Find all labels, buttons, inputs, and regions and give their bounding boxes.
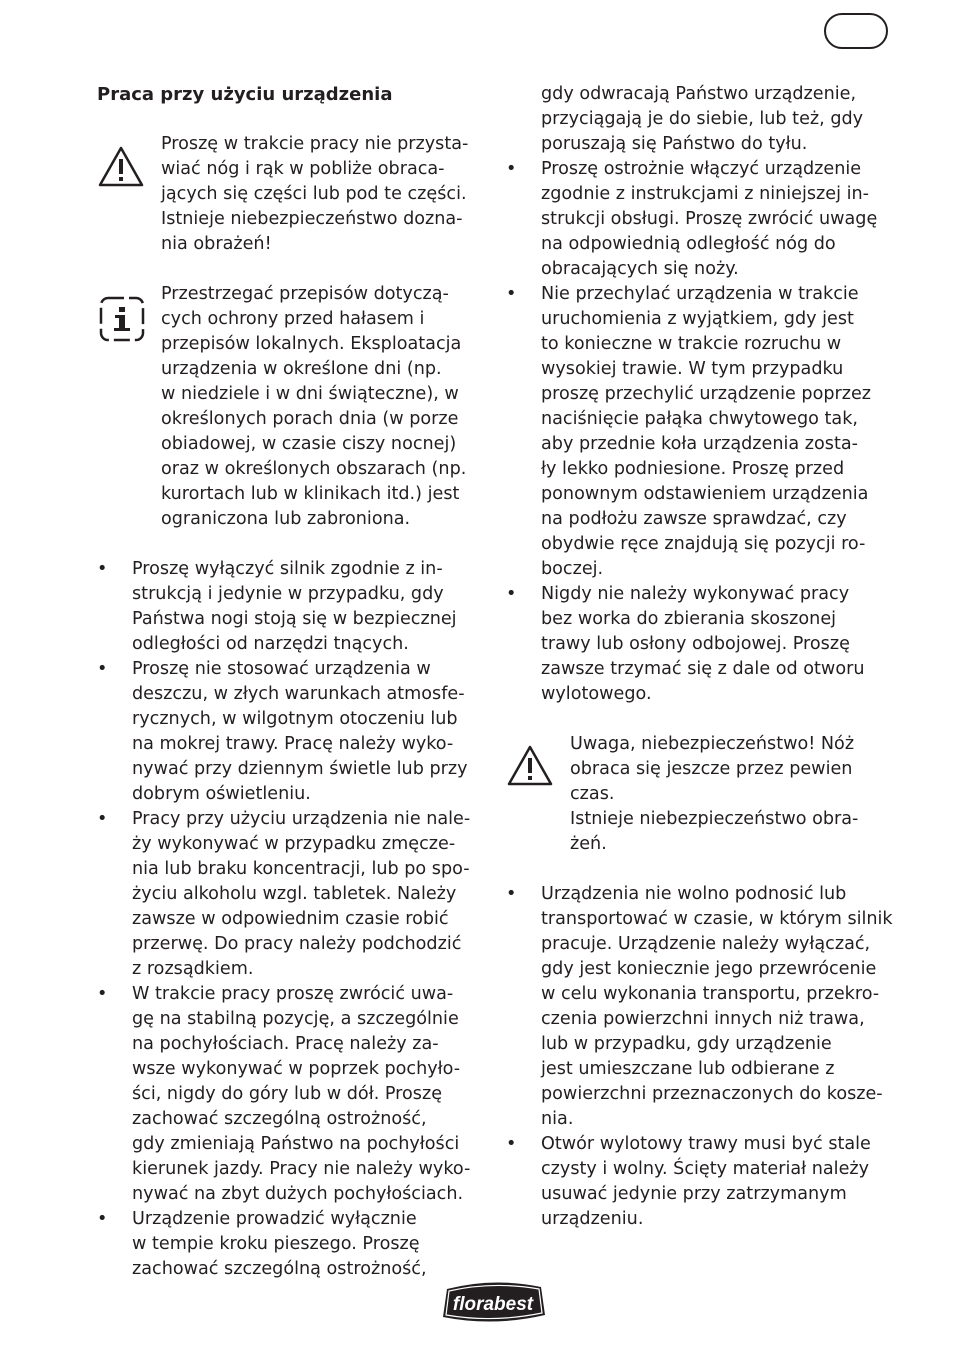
language-badge	[824, 13, 888, 49]
list-item	[97, 982, 487, 1207]
logo-text: florabest	[452, 1294, 534, 1315]
continuation-text-block	[506, 82, 896, 157]
left-column	[97, 82, 487, 1282]
list-item-text: Pracy przy użyciu urządzenia nie nale- ży wykonywać w przypadku zmęcze- nia lub braku koncentracji, lub po spo- życiu alkoholu wzgl. tabletek. Należy zawsze w odpowiednim czasie robić przerwę. Do pracy należy podchodzić z rozsądkiem.	[132, 809, 471, 979]
list-item-text: Urządzenie prowadzić wyłącznie w tempie kroku pieszego. Proszę zachować szczególną ostrożność,	[132, 1209, 427, 1279]
warning-text-2: Uwaga, niebezpieczeństwo! Nóż obraca się jeszcze przez pewien czas. Istnieje niebezpieczeństwo obra- żeń.	[570, 734, 859, 854]
list-item-text: Nigdy nie należy wykonywać pracy bez worka do zbierania skoszonej trawy lub osłony odbojowej. Proszę zawsze trzymać się z dale od otworu wylotowego.	[541, 584, 865, 704]
section-heading: Praca przy użyciu urządzenia	[97, 84, 393, 105]
info-icon	[99, 296, 145, 342]
continuation-text: gdy odwracają Państwo urządzenie, przyciągają je do siebie, lub też, gdy poruszają się Państwo do tyłu.	[541, 84, 864, 154]
bullet-icon: •	[97, 1209, 108, 1229]
warning-text-1: Proszę w trakcie pracy nie przysta- wiać nóg i rąk w pobliże obraca- jących się części lub pod te części. Istnieje niebezpieczeństwo dozna- nia obrażeń!	[161, 134, 469, 254]
bullet-icon: •	[506, 284, 517, 304]
list-item	[97, 1207, 487, 1282]
bullet-icon: •	[97, 559, 108, 579]
list-item	[97, 657, 487, 807]
warning-triangle-icon	[97, 145, 145, 189]
list-item	[506, 1132, 896, 1232]
list-item	[97, 807, 487, 982]
list-item-text: Proszę nie stosować urządzenia w deszczu, w złych warunkach atmosfe- rycznych, w wilgotnym otoczeniu lub na mokrej trawy. Pracę należy wyko- nywać przy dziennym świetle lub przy dobrym oświetleniu.	[132, 659, 468, 804]
list-item-text: Nie przechylać urządzenia w trakcie uruchomienia z wyjątkiem, gdy jest to konieczne w trakcie rozruchu w wysokiej trawie. W tym przypadku proszę przechylić urządzenie poprzez naciśnięcie pałąka chwytowego tak, aby przednie koła urządzenia zosta- ły lekko podniesione. Proszę przed ponownym odstawieniem urządzenia na podłożu zawsze sprawdzać, czy obydwie ręce znajdują się pozycji ro- boczej.	[541, 284, 872, 579]
warning-notice-1	[97, 132, 487, 257]
list-item-text: Urządzenia nie wolno podnosić lub transportować w czasie, w którym silnik pracuje. Urządzenie należy wyłączać, gdy jest koniecznie jego przewrócenie w celu wykonania transportu, przekro- czenia powierzchni innych niż trawa, lub w przypadku, gdy urządzenie jest umieszczane lub odbierane z powierzchni przeznaczonych do kosze- nia.	[541, 884, 893, 1129]
bullet-icon: •	[506, 1134, 517, 1154]
bullet-icon: •	[97, 809, 108, 829]
list-item	[506, 582, 896, 707]
warning-triangle-icon	[506, 744, 554, 788]
list-item-text: W trakcie pracy proszę zwrócić uwa- gę na stabilną pozycję, a szczególnie na pochyłościach. Pracę należy za- wsze wykonywać w poprzek pochyło- ści, nigdy do góry lub w dół. Proszę zachować szczególną ostrożność, gdy zmieniają Państwo na pochyłości kierunek jazdy. Pracy nie należy wyko- nywać na zbyt dużych pochyłościach.	[132, 984, 471, 1204]
list-item	[506, 882, 896, 1132]
warning-notice-2	[506, 732, 896, 857]
bullet-icon: •	[506, 584, 517, 604]
bullet-icon: •	[97, 984, 108, 1004]
info-notice	[97, 282, 487, 532]
bullet-icon: •	[506, 884, 517, 904]
florabest-logo	[437, 1281, 549, 1325]
list-item	[506, 157, 896, 282]
list-item	[97, 557, 487, 657]
list-item-text: Proszę ostrożnie włączyć urządzenie zgodnie z instrukcjami z niniejszej in- strukcji obsługi. Proszę zwrócić uwagę na odpowiednią odległość nóg do obracających się noży.	[541, 159, 878, 279]
bullet-icon: •	[97, 659, 108, 679]
list-item	[506, 282, 896, 582]
list-item-text: Otwór wylotowy trawy musi być stale czysty i wolny. Ścięty materiał należy usuwać jedynie przy zatrzymanym urządzeniu.	[541, 1134, 871, 1229]
right-column	[506, 82, 896, 1232]
bullet-icon: •	[506, 159, 517, 179]
info-text: Przestrzegać przepisów dotyczą- cych ochrony przed hałasem i przepisów lokalnych. Eksploatacja urządzenia w określone dni (np. w niedziele i w dni świąteczne), w określonych porach dnia (w porze obiadowej, w czasie ciszy nocnej) oraz w określonych obszarach (np. kurortach lub w klinikach itd.) jest ograniczona lub zabroniona.	[161, 284, 467, 529]
list-item-text: Proszę wyłączyć silnik zgodnie z in- strukcją i jedynie w przypadku, gdy Państwa nogi stoją się w bezpiecznej odległości od narzędzi tnących.	[132, 559, 457, 654]
